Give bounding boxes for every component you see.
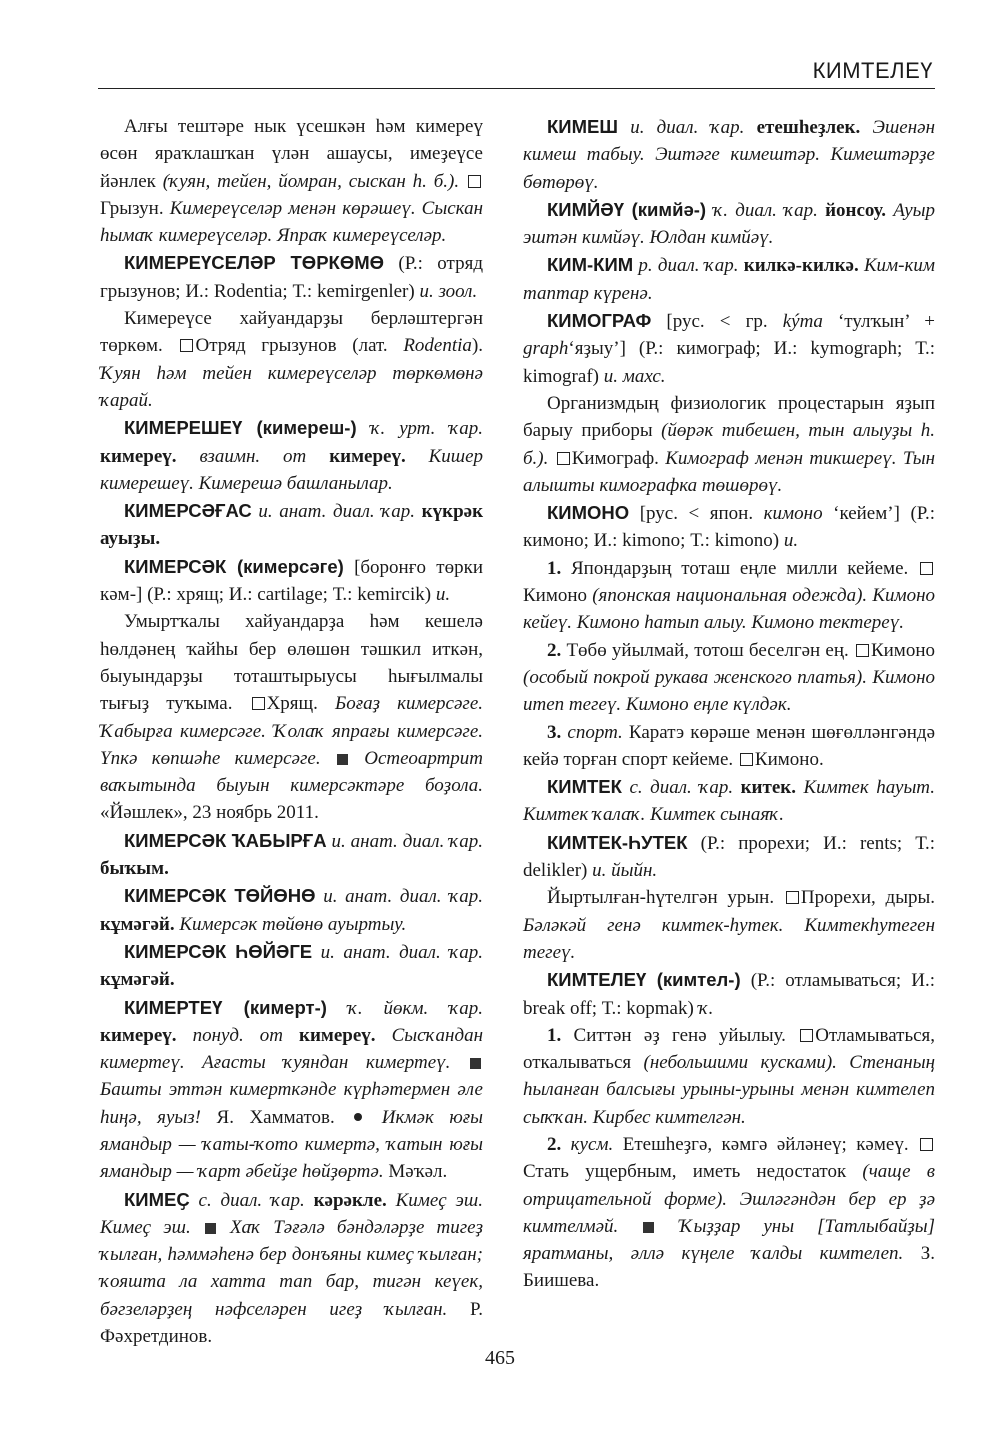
quote-marker-icon — [205, 1223, 216, 1234]
definition: Умыртҡалы хайуандарҙа һәм кешелә һөлдәнең ҡайһы бер өлөшөн тәшкил иткән, быуындарҙы тоташтырыусы һығылмалы тығыҙ туҡыма. Хрящ. Боғаҙ кимерсәге. Ҡабырға кимерсәге. Ҡолаҡ япрағы кимерсәге. Үпкә көпшәһе кимерсәге. Остеоартрит ваҡытында быуын кимерсәктәре боҙола. «Йәшлек», 23 ноябрь 2011. — [100, 611, 484, 824]
entry-kimteleu: КИМТЕЛЕҮ (кимтел-) (Р.: отламываться; И.: break off; Т.: kopmak) ҡ. — [523, 969, 935, 1019]
proverb-bullet-icon — [354, 1113, 362, 1121]
entry-kimyau: КИМЙӘҮ (кимйә-) ҡ. диал. ҡар. йонсоу. Ауыр эштән кимйәү. Юлдан кимйәү. — [523, 198, 936, 249]
sense-1: 1. Ситтән әҙ генә уйылыу. Отламываться, откалываться (небольшими кусками). Стенаның һыланған балсығы урыны-урыны менән кимтелеп сыҡҡан. Кирбес кимтелгән. — [523, 1024, 936, 1128]
running-header — [98, 58, 935, 89]
definition: Кимереүсе хайуандарҙы берләштергән төркөм. Отряд грызунов (лат. Rodentia). Ҡуян һәм тейен кимереүселәр төркөмөнә ҡарай. — [100, 308, 484, 411]
square-marker-icon — [800, 1029, 813, 1042]
square-marker-icon — [468, 175, 481, 188]
entry-kimograf: КИМОГРАФ [рус. < гр. kýma ‘тулҡын’ + graph‘яҙыу’] (Р.: кимограф; И.: kymograph; Т.: kimograf) и. махс. — [523, 310, 936, 387]
entry-kimersek-toyono: КИМЕРСӘК ТӨЙӨНӨ и. анат. диал. ҡар. кұмәгәй. Кимерсәк төйөнө ауыртыу. — [100, 885, 484, 935]
square-marker-icon — [557, 452, 570, 465]
entry-kimersegas: КИМЕРСӘҒАС и. анат. диал. ҡар. күкрәк ауыҙы. — [100, 500, 484, 550]
square-marker-icon — [180, 339, 193, 352]
entry-kimesh: КИМЕШ и. диал. ҡар. етешһеҙлек. Эшенән кимеш табыу. Эштәге кимештәр. Кимештәрҙе бөтөрөү. — [523, 116, 936, 193]
left-column — [100, 113, 483, 1350]
square-marker-icon — [740, 753, 753, 766]
quote-marker-icon — [470, 1058, 481, 1069]
right-column — [523, 113, 935, 1295]
square-marker-icon — [920, 562, 933, 575]
entry-kimeresheu: КИМЕРЕШЕҮ (кимереш-) ҡ. урт. ҡар. кимереү. взаимн. от кимереү. Кишер кимерешеү. Кимерешә башланылар. — [100, 417, 484, 494]
entry-kimono: КИМОНО [рус. < япон. кимоно ‘кейем’] (Р.: кимоно; И.: kimono; Т.: kimono) и. — [523, 502, 936, 552]
entry-continuation: Алғы тештәре нык үсешкән һәм кимереү өсөн яраҡлашҡан үлән ашаусы, имеҙеүсе йәнлек (ҡуян, тейен, йомран, сыскан һ. б.). Грызун. Кимереүселәр менән көрәшеү. Сыскан һымаҡ кимереүселәр. Япраҡ кимереүселәр. — [100, 116, 483, 247]
entry-kimersek-hoyage: КИМЕРСӘК ҺӨЙӘГЕ и. анат. диал. ҡар. кұмәгәй. — [100, 940, 484, 991]
square-marker-icon — [252, 697, 265, 710]
sense-1: 1. Япондарҙың тоташ еңле милли кейеме. Кимоно (японская национальная одежда). Кимоно кейеү. Кимоно һатып алыу. Кимоно тектереү. — [523, 557, 935, 634]
entry-kim-kim: КИМ-КИМ р. диал. ҡар. килкә-килкә. Ким-ким таптар күренә. — [523, 254, 936, 304]
definition: Йыртылған-һүтелгән урын. Прорехи, дыры. Бәләкәй генә кимтек-һутек. Кимтекһутеген тегеү. — [523, 887, 935, 963]
quote-marker-icon — [337, 754, 348, 765]
entry-kimes: КИМЕҪ с. диал. ҡар. кәрәкле. Кимеҫ эш. Кимеҫ эш. Хаҡ Тәғәлә бәндәләрҙе тигеҙ ҡылған, һәммәһенә бер донъяны кимеҫ ҡылған; ҡояшта ла хатта тап бар, тигән кеүек, бәгзеләрҙең нәфселәрен игеҙ ҡылған. Р. Фәхретдинов. — [100, 1188, 484, 1348]
entry-kimtek: КИМТЕК с. диал. ҡар. китек. Кимтек һауыт. Кимтек ҡалаҡ. Кимтек сынаяҡ. — [523, 776, 936, 826]
sense-2: 2. кусм. Етешһеҙгә, кәмгә әйләнеү; кәмеү. Стать ущербным, иметь недостаток (чаще в отрицательной форме). Эшләгәндән бер ер ҙә кимтелмәй. Ҡыҙҙар уны [Татлыбайҙы] яратманы, әллә күңеле ҡалды кимтелеп. З. Биишева. — [523, 1133, 936, 1292]
entry-kimerteu: КИМЕРТЕҮ (кимерт-) ҡ. йөкм. ҡар. кимереү. понуд. от кимереү. Сысҡандан кимертеү. Ағасты ҡуяндан кимертеү. Башты эттән кимерткәнде күрһәтермен әле һиңә, яуыз! Я. Хамматов. Икмәк юғы ямандыр — ҡаты-ҡото кимертә, ҡатын юғы ямандыр — ҡарт әбейҙе һөйҙөртә. Мәҡәл. — [100, 996, 484, 1183]
running-head-word: КИМТЕЛЕҮ — [812, 58, 933, 83]
entry-kimersek-kabyrga: КИМЕРСӘК ҠАБЫРҒА и. анат. диал. ҡар. быҡым. — [100, 829, 484, 880]
square-marker-icon — [856, 644, 869, 657]
square-marker-icon — [786, 891, 799, 904]
quote-marker-icon — [643, 1222, 654, 1233]
definition: Организмдың физиологик процестарын яҙып барыу приборы (йөрәк тибешен, тын алыуҙы һ. б.). Кимограф. Кимограф менән тикшереү. Тын алышты кимографка төшөрөү. — [523, 392, 935, 496]
square-marker-icon — [920, 1138, 933, 1151]
page-number: 465 — [485, 1347, 515, 1369]
sense-2: 2. Төбө уйылмай, тотош беселгән ең. Кимоно (особый покрой рукава женского платья). Кимоно итеп тегеү. Кимоно еңле күлдәк. — [523, 639, 936, 716]
entry-kimereuseler-torkomo: КИМЕРЕҮСЕЛӘР ТӨРКӨМӨ (Р.: отряд грызунов; И.: Rodentia; Т.: kemirgenler) и. зоол. — [100, 252, 483, 302]
entry-kimersek: КИМЕРСӘК (кимерсәге) [боронғо төрки кәм-] (Р.: хрящ; И.: cartilage; Т.: kemircik) и. — [100, 555, 483, 606]
sense-3: 3. спорт. Каратэ көрәше менән шөғөлләнгәндә кейә торған спорт кейеме. Кимоно. — [523, 721, 935, 770]
entry-kimtek-hutek: КИМТЕК-ҺУТЕК (Р.: прорехи; И.: rents; Т.: delikler) и. йыйн. — [523, 831, 936, 882]
